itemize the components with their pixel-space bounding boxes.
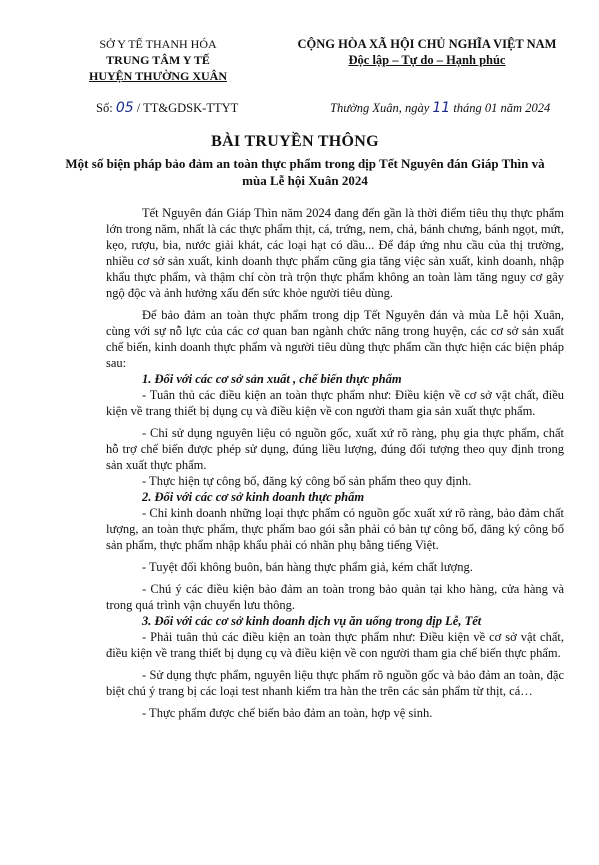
section-3-item-c: - Thực phẩm được chế biến bảo đảm an toàn, hợp vệ sinh.: [142, 706, 433, 720]
section-2-item-a: - Chỉ kinh doanh những loại thực phẩm có nguồn gốc xuất xứ rõ ràng, bảo đảm chất lượng, an toàn thực phẩm, thực phẩm bao gói sẵn phải có bản tự công bố, đăng ký công bố sản phẩm, thực phẩm nhập khẩu phải có nhãn phụ bằng tiếng Việt.: [106, 506, 564, 552]
section-heading-3: 3. Đối với các cơ sở kinh doanh dịch vụ ăn uống trong dịp Lễ, Tết: [142, 614, 482, 628]
date-day-handwritten: 11: [432, 100, 451, 116]
document-title: BÀI TRUYỀN THÔNG: [211, 133, 379, 150]
doc-number-handwritten: 05: [115, 100, 134, 116]
date-suffix: tháng 01 năm 2024: [453, 101, 551, 115]
country-name: CỘNG HÒA XÃ HỘI CHỦ NGHĨA VIỆT NAM: [297, 37, 557, 51]
section-2-item-b: - Tuyệt đối không buôn, bán hàng thực phẩm giả, kém chất lượng.: [142, 560, 473, 574]
agency-name: TRUNG TÂM Y TẾ: [106, 53, 210, 67]
document-body: [106, 205, 564, 721]
section-heading-1: 1. Đối với các cơ sở sản xuất , chế biến thực phẩm: [142, 372, 402, 386]
national-motto: Độc lập – Tự do – Hạnh phúc: [348, 53, 506, 67]
paragraph-measures: Để bảo đảm an toàn thực phẩm trong dịp Tết Nguyên đán và mùa Lễ hội Xuân, cùng với sự nỗ lực của các cơ quan ban ngành chức năng trong huyện, các cơ sở sản xuất chế biến, kinh doanh thực phẩm và người tiêu dùng thực phẩm cần thực hiện các biện pháp sau:: [106, 308, 564, 370]
section-1-item-a: - Tuân thủ các điều kiện an toàn thực phẩm như: Điều kiện về cơ sở vật chất, điều kiện về trang thiết bị dụng cụ và điều kiện về con người tham gia sản xuất thực phẩm.: [106, 388, 564, 418]
paragraph-intro: Tết Nguyên đán Giáp Thìn năm 2024 đang đến gần là thời điểm tiêu thụ thực phẩm lớn trong năm, nhất là các thực phẩm thịt, cá, trứng, nem, chả, bánh chưng, bánh ngọt, mứt, kẹo, rượu, bia, nước giải khát, các loại hạt có dầu... Để đáp ứng nhu cầu của thị trường, nhiều cơ sở sản xuất, kinh doanh thực phẩm cũng gia tăng việc sản xuất, kinh doanh, nhập khẩu thực phẩm, và thậm chí còn trà trộn thực phẩm không an toàn làm tăng nguy cơ gây ngộ độc và ảnh hưởng xấu đến sức khỏe người tiêu dùng.: [106, 206, 564, 300]
agency-header: [58, 36, 258, 84]
section-1-item-b: - Chỉ sử dụng nguyên liệu có nguồn gốc, xuất xứ rõ ràng, phụ gia thực phẩm, chất hỗ trợ chế biến được phép sử dụng, đúng liều lượng, đúng đối tượng theo quy định trong sản xuất thực phẩm.: [106, 426, 564, 472]
doc-number-prefix: Số:: [96, 101, 113, 115]
document-date: [330, 100, 550, 116]
section-3-item-b: - Sử dụng thực phẩm, nguyên liệu thực phẩm rõ nguồn gốc và bảo đảm an toàn, đặc biệt chú ý trang bị các loại test nhanh kiểm tra hàn the trên các sản phẩm từ thịt, cá…: [106, 668, 564, 698]
national-header: [262, 36, 592, 68]
section-heading-2: 2. Đối với các cơ sở kinh doanh thực phẩm: [142, 490, 365, 504]
date-prefix: Thường Xuân, ngày: [330, 101, 430, 115]
section-1-item-c: - Thực hiện tự công bố, đăng ký công bố sản phẩm theo quy định.: [142, 474, 472, 488]
agency-district: HUYỆN THƯỜNG XUÂN: [88, 69, 227, 83]
document-subtitle: Một số biện pháp bảo đảm an toàn thực phẩm trong dịp Tết Nguyên đán Giáp Thìn và mùa Lễ hội Xuân 2024: [65, 156, 545, 188]
document-number: [96, 100, 238, 116]
doc-number-suffix: / TT&GDSK-TTYT: [136, 101, 239, 115]
agency-parent: SỞ Y TẾ THANH HÓA: [99, 37, 217, 51]
section-3-item-a: - Phải tuân thủ các điều kiện an toàn thực phẩm như: Điều kiện về cơ sở vật chất, điều kiện về trang thiết bị dụng cụ và điều kiện về con người tham gia chế biến thực phẩm.: [106, 630, 564, 660]
section-2-item-c: - Chú ý các điều kiện bảo đảm an toàn trong bảo quản tại kho hàng, cửa hàng và trong quá trình vận chuyển lưu thông.: [106, 582, 564, 612]
